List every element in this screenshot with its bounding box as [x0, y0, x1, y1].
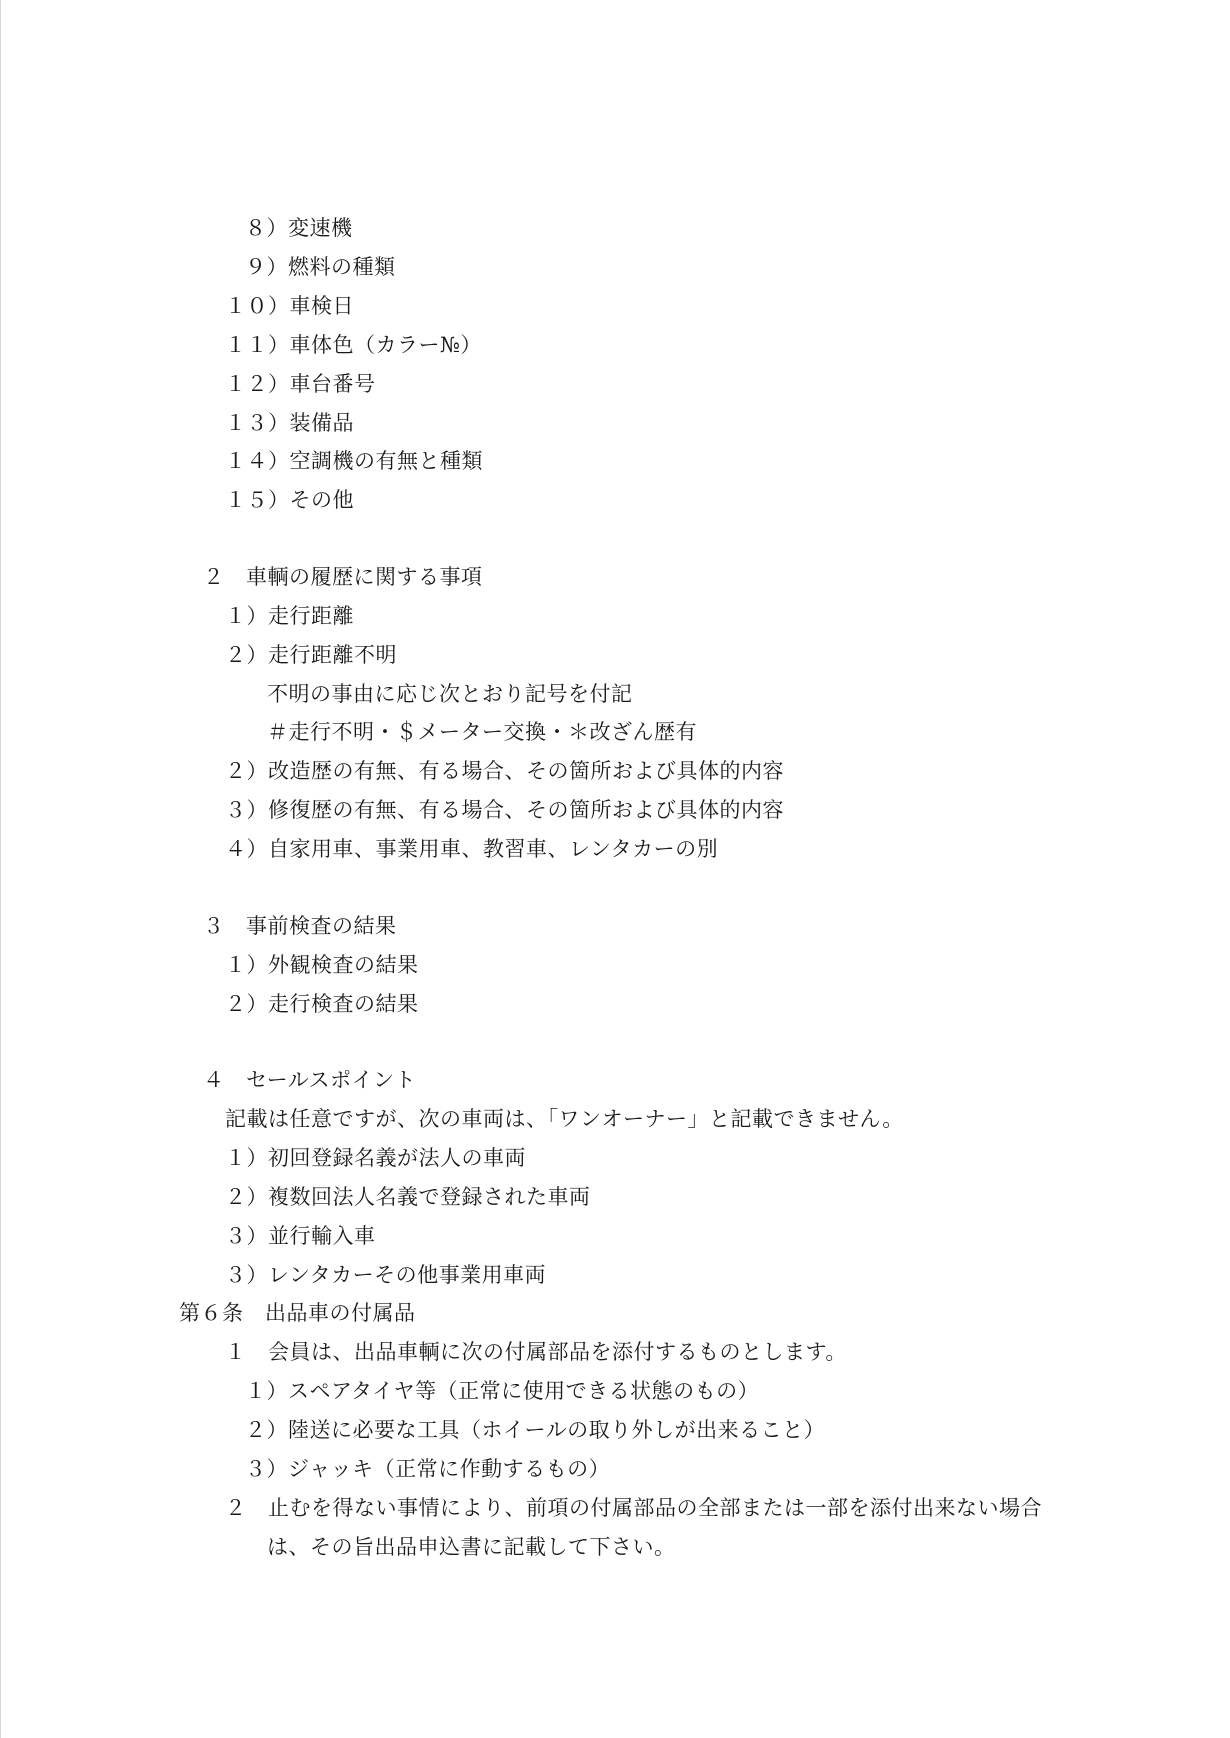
article6-item: １）スペアタイヤ等（正常に使用できる状態のもの）: [245, 1379, 760, 1403]
section2-heading: ２ 車輌の履歴に関する事項: [203, 565, 483, 589]
section4-note: 記載は任意ですが、次の車両は、「ワンオーナー」と記載できません。: [225, 1107, 904, 1131]
section2-item: 不明の事由に応じ次とおり記号を付記: [267, 682, 633, 706]
vehicle-item-15: １５）その他: [225, 488, 354, 512]
section3-heading: ３ 事前検査の結果: [203, 914, 397, 938]
article6-para1: １ 会員は、出品車輌に次の付属部品を添付するものとします。: [225, 1340, 847, 1364]
article6-item: ３）ジャッキ（正常に作動するもの）: [245, 1457, 611, 1481]
section2-item: ２）走行距離不明: [225, 643, 397, 667]
section4-item: ３）レンタカーその他事業用車両: [225, 1263, 547, 1287]
section2-item: ２）改造歴の有無、有る場合、その箇所および具体的内容: [225, 759, 784, 783]
section2-item: ＃走行不明・＄メーター交換・＊改ざん歴有: [267, 720, 697, 744]
article6-para2-line2: は、その旨出品申込書に記載して下さい。: [267, 1535, 676, 1559]
section4-item: ２）複数回法人名義で登録された車両: [225, 1185, 591, 1209]
article6-title: 第６条 出品車の付属品: [179, 1301, 416, 1325]
section3-item: １）外観検査の結果: [225, 953, 419, 977]
vehicle-item-9: ９）燃料の種類: [245, 255, 396, 279]
section4-heading: ４ セールスポイント: [203, 1068, 417, 1092]
vehicle-item-10: １０）車検日: [225, 294, 354, 318]
vehicle-item-14: １４）空調機の有無と種類: [225, 449, 483, 473]
vehicle-item-11: １１）車体色（カラー№）: [225, 333, 482, 357]
article6-para2-line1: ２ 止むを得ない事情により、前項の付属部品の全部または一部を添付出来ない場合: [225, 1496, 1042, 1520]
section3-item: ２）走行検査の結果: [225, 992, 419, 1016]
article6-item: ２）陸送に必要な工具（ホイールの取り外しが出来ること）: [245, 1418, 826, 1442]
section2-item: １）走行距離: [225, 604, 354, 628]
vehicle-item-13: １３）装備品: [225, 411, 354, 435]
section4-item: ３）並行輸入車: [225, 1224, 376, 1248]
section2-item: ３）修復歴の有無、有る場合、その箇所および具体的内容: [225, 798, 784, 822]
section2-item: ４）自家用車、事業用車、教習車、レンタカーの別: [225, 837, 719, 861]
vehicle-item-8: ８）変速機: [245, 216, 353, 240]
section4-item: １）初回登録名義が法人の車両: [225, 1146, 526, 1170]
vehicle-item-12: １２）車台番号: [225, 372, 376, 396]
